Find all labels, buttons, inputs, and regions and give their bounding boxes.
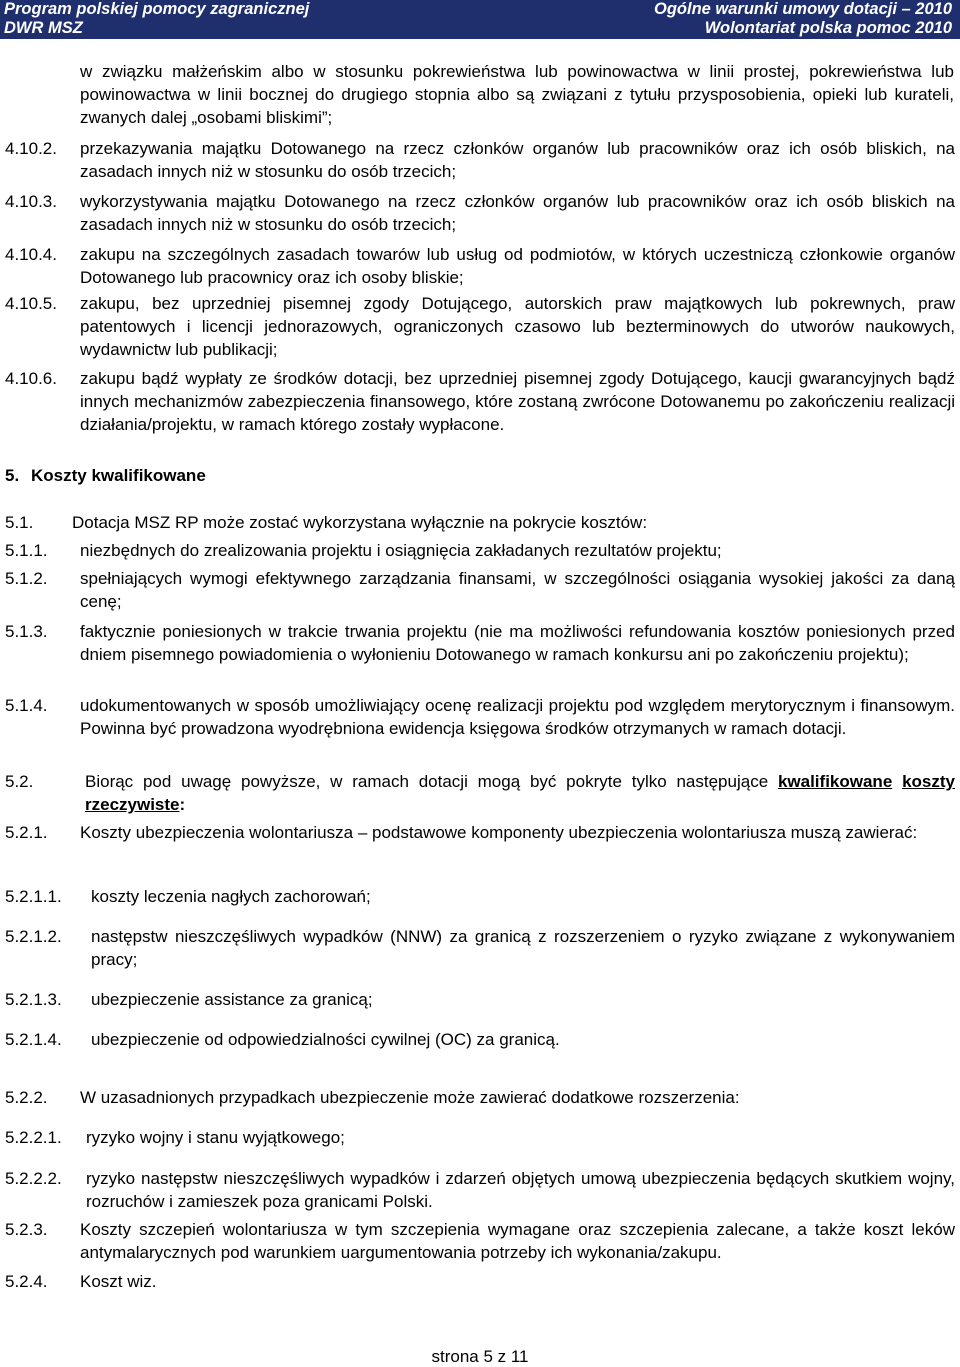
item-number: 5.2. (5, 772, 34, 791)
item-number: 5.2.1.3. (5, 990, 62, 1009)
item-number: 4.10.5. (5, 294, 57, 313)
page-header (0, 0, 960, 39)
header-department: DWR MSZ (4, 19, 83, 37)
item-text (85, 770, 955, 816)
item-text: udokumentowanych w sposób umożliwiający ocenę realizacji projektu pod względem merytorycznym i finansowym. Powinna być prowadzona wyodrębniona ewidencja księgowa środków otrzymanych w ramach dotacji. (80, 696, 955, 738)
item-text: koszty leczenia nagłych zachorowań; (91, 887, 371, 906)
item-number: 5.1.1. (5, 541, 48, 560)
item-text: faktycznie poniesionych w trakcie trwania projektu (nie ma możliwości refundowania kosztów poniesionych przed dniem pisemnego powiadomienia o wyłonieniu Dotowanego w ramach konkursu ani po zakończeniu projektu); (80, 622, 955, 664)
item-text: Koszty szczepień wolontariusza w tym szczepienia wymagane oraz szczepienia zalecane, a także koszt leków antymalarycznych pod warunkiem uargumentowania potrzeby ich wykonania/zakupu. (80, 1220, 955, 1262)
item-text: zakupu bądź wypłaty ze środków dotacji, bez uprzedniej pisemnej zgody Dotującego, kaucji gwarancyjnych bądź innych mechanizmów zabezpieczenia finansowego, które zostaną zwrócone Dotowanemu po zakończeniu realizacji działania/projektu, w ramach którego zostały wypłacone. (80, 369, 955, 434)
item-number: 5.2.1.4. (5, 1030, 62, 1049)
item-number: 4.10.4. (5, 245, 57, 264)
item-text: ubezpieczenie assistance za granicą; (91, 990, 373, 1009)
item-text: Koszt wiz. (80, 1272, 157, 1291)
item-text: przekazywania majątku Dotowanego na rzecz członków organów lub pracowników oraz ich osób bliskich, na zasadach innych niż w stosunku do osób trzecich; (80, 139, 955, 181)
item-text: zakupu, bez uprzedniej pisemnej zgody Dotującego, autorskich praw majątkowych lub pokrewnych, praw patentowych i licencji jednorazowych, ograniczonych czasowo lub bezterminowych do utworów naukowych, wydawnictw lub publikacji; (80, 294, 955, 359)
header-document-title: Ogólne warunki umowy dotacji – 2010 (654, 0, 952, 18)
item-number: 5.1.4. (5, 696, 48, 715)
item-text: ryzyko wojny i stanu wyjątkowego; (86, 1128, 345, 1147)
item-number: 5.1.2. (5, 569, 48, 588)
page-number: strona 5 z 11 (431, 1347, 529, 1366)
item-number: 4.10.3. (5, 192, 57, 211)
item-number: 5.2.2.1. (5, 1128, 62, 1147)
item-number: 5.2.2. (5, 1088, 48, 1107)
item-number: 5.2.3. (5, 1220, 48, 1239)
item-text: ubezpieczenie od odpowiedzialności cywilnej (OC) za granicą. (91, 1030, 560, 1049)
item-number: 4.10.2. (5, 139, 57, 158)
item-text: W uzasadnionych przypadkach ubezpieczenie może zawierać dodatkowe rozszerzenia: (80, 1088, 740, 1107)
section-title: Koszty kwalifikowane (31, 466, 206, 485)
item-text: następstw nieszczęśliwych wypadków (NNW) za granicą z rozszerzeniem o ryzyko związane z wykonywaniem pracy; (91, 927, 955, 969)
colon: : (179, 795, 186, 814)
underlined-term: koszty rzeczywiste (85, 772, 955, 814)
paragraph-text: Biorąc pod uwagę powyższe, w ramach dotacji mogą być pokryte tylko następujące (85, 772, 769, 791)
item-number: 4.10.6. (5, 369, 57, 388)
item-text: spełniających wymogi efektywnego zarządzania finansami, w szczególności osiągania wysokiej jakości za daną cenę; (80, 569, 955, 611)
section-number: 5. (5, 466, 20, 485)
intro-text: w związku małżeńskim albo w stosunku pokrewieństwa lub powinowactwa w linii prostej, pokrewieństwa lub powinowactwa w linii bocznej do drugiego stopnia albo są związani z tytułu przysposobienia, opieki lub kurateli, zwanych dalej „osobami bliskimi”; (80, 62, 954, 127)
item-number: 5.2.2.2. (5, 1169, 62, 1188)
item-number: 5.1. (5, 513, 34, 532)
item-text: Koszty ubezpieczenia wolontariusza – podstawowe komponenty ubezpieczenia wolontariusza muszą zawierać: (80, 823, 918, 842)
item-number: 5.2.4. (5, 1272, 48, 1291)
item-number: 5.2.1.2. (5, 927, 62, 946)
header-program-title: Program polskiej pomocy zagranicznej (4, 0, 310, 18)
item-text: wykorzystywania majątku Dotowanego na rzecz członków organów lub pracowników oraz ich osób bliskich na zasadach innych niż w stosunku do osób trzecich; (80, 192, 955, 234)
item-text: niezbędnych do zrealizowania projektu i osiągnięcia zakładanych rezultatów projektu; (80, 541, 722, 560)
underlined-term: kwalifikowane (777, 772, 893, 791)
item-number: 5.2.1. (5, 823, 48, 842)
item-text: Dotacja MSZ RP może zostać wykorzystana wyłącznie na pokrycie kosztów: (72, 513, 648, 532)
item-text: ryzyko następstw nieszczęśliwych wypadków i zdarzeń objętych umową ubezpieczenia będących skutkiem wojny, rozruchów i zamieszek poza granicami Polski. (86, 1169, 955, 1211)
header-program-name: Wolontariat polska pomoc 2010 (704, 19, 952, 37)
item-number: 5.1.3. (5, 622, 48, 641)
item-text: zakupu na szczególnych zasadach towarów lub usług od podmiotów, w których uczestniczą członkowie organów Dotowanego lub pracownicy oraz ich osoby bliskie; (80, 245, 955, 287)
item-number: 5.2.1.1. (5, 887, 62, 906)
